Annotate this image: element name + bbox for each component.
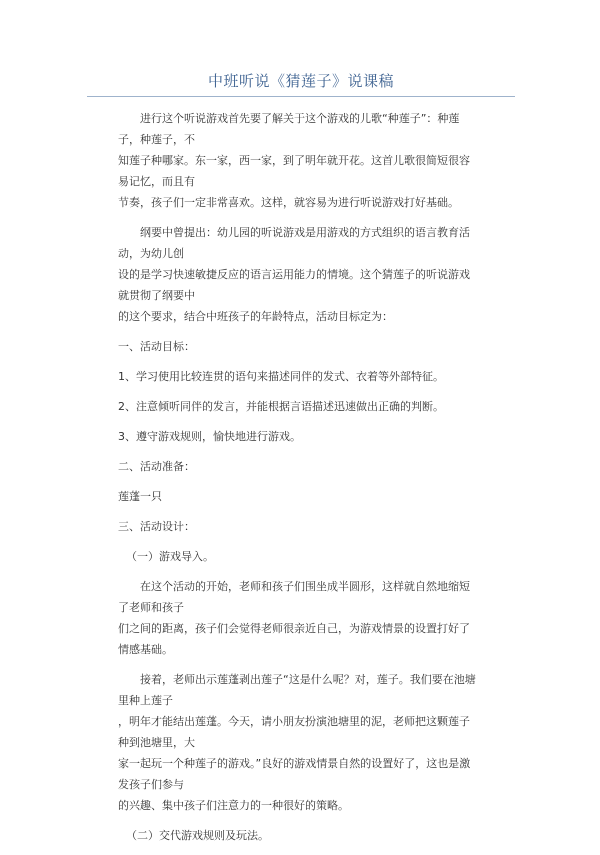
subheading-text: （二）交代游戏规则及玩法。 [126, 829, 269, 842]
section-heading-design [118, 516, 478, 537]
heading-text: 三、活动设计： [118, 520, 195, 533]
subheading-text: （一）游戏导入。 [126, 550, 214, 563]
section-heading-goals [118, 336, 478, 357]
heading-text: 二、活动准备： [118, 460, 195, 473]
list-item-text: 莲蓬一只 [118, 490, 162, 503]
paragraph-intro [118, 108, 478, 213]
text-line: 的兴趣、集中孩子们注意力的一种很好的策略。 [118, 799, 349, 812]
heading-text: 一、活动目标： [118, 340, 195, 353]
paragraph-game-start [118, 576, 478, 660]
list-item-text: 2、注意倾听同伴的发言，并能根据言语描述迅速做出正确的判断。 [118, 400, 444, 413]
text-line: 知莲子种哪家。东一家，西一家，到了明年就开花。这首儿歌很简短很容易记忆，而且有 [118, 154, 470, 188]
text-line: 在这个活动的开始，老师和孩子们围坐成半圆形，这样就自然地缩短了老师和孩子 [118, 580, 470, 614]
text-line: 们之间的距离，孩子们会觉得老师很亲近自己，为游戏情景的设置打好了情感基础。 [118, 622, 470, 656]
text-line: ，明年才能结出莲蓬。今天，请小朋友扮演池塘里的泥，老师把这颗莲子种到池塘里，大 [118, 715, 470, 749]
paragraph-lotus-seed [118, 669, 478, 816]
text-line: 设的是学习快速敏捷反应的语言运用能力的情境。这个猜莲子的听说游戏就贯彻了纲要中 [118, 268, 470, 302]
title-divider [87, 96, 515, 97]
subheading-game-intro [118, 546, 478, 567]
text-line: 家一起玩一个种莲子的游戏。”良好的游戏情景自然的设置好了，这也是激发孩子们参与 [118, 757, 471, 791]
document-title: 中班听说《猜莲子》说课稿 [207, 72, 394, 90]
text-line: 节奏，孩子们一定非常喜欢。这样，就容易为进行听说游戏打好基础。 [118, 196, 459, 209]
section-heading-preparation [118, 456, 478, 477]
preparation-item [118, 486, 478, 507]
text-line: 的这个要求，结合中班孩子的年龄特点，活动目标定为： [118, 310, 393, 323]
goal-item-1 [118, 366, 478, 387]
subheading-game-rules [118, 825, 478, 846]
text-line: 纲要中曾提出：幼儿园的听说游戏是用游戏的方式组织的语言教育活动，为幼儿创 [118, 226, 470, 260]
paragraph-outline [118, 222, 478, 327]
text-line: 接着，老师出示莲蓬剥出莲子“这是什么呢？对，莲子。我们要在池塘里种上莲子 [118, 673, 476, 707]
document-body [118, 108, 478, 855]
text-line: 进行这个听说游戏首先要了解关于这个游戏的儿歌“种莲子”：种莲子，种莲子，不 [118, 112, 460, 146]
goal-item-2 [118, 396, 478, 417]
list-item-text: 3、遵守游戏规则，愉快地进行游戏。 [118, 430, 301, 443]
goal-item-3 [118, 426, 478, 447]
list-item-text: 1、学习使用比较连贯的语句来描述同伴的发式、衣着等外部特征。 [118, 370, 444, 383]
